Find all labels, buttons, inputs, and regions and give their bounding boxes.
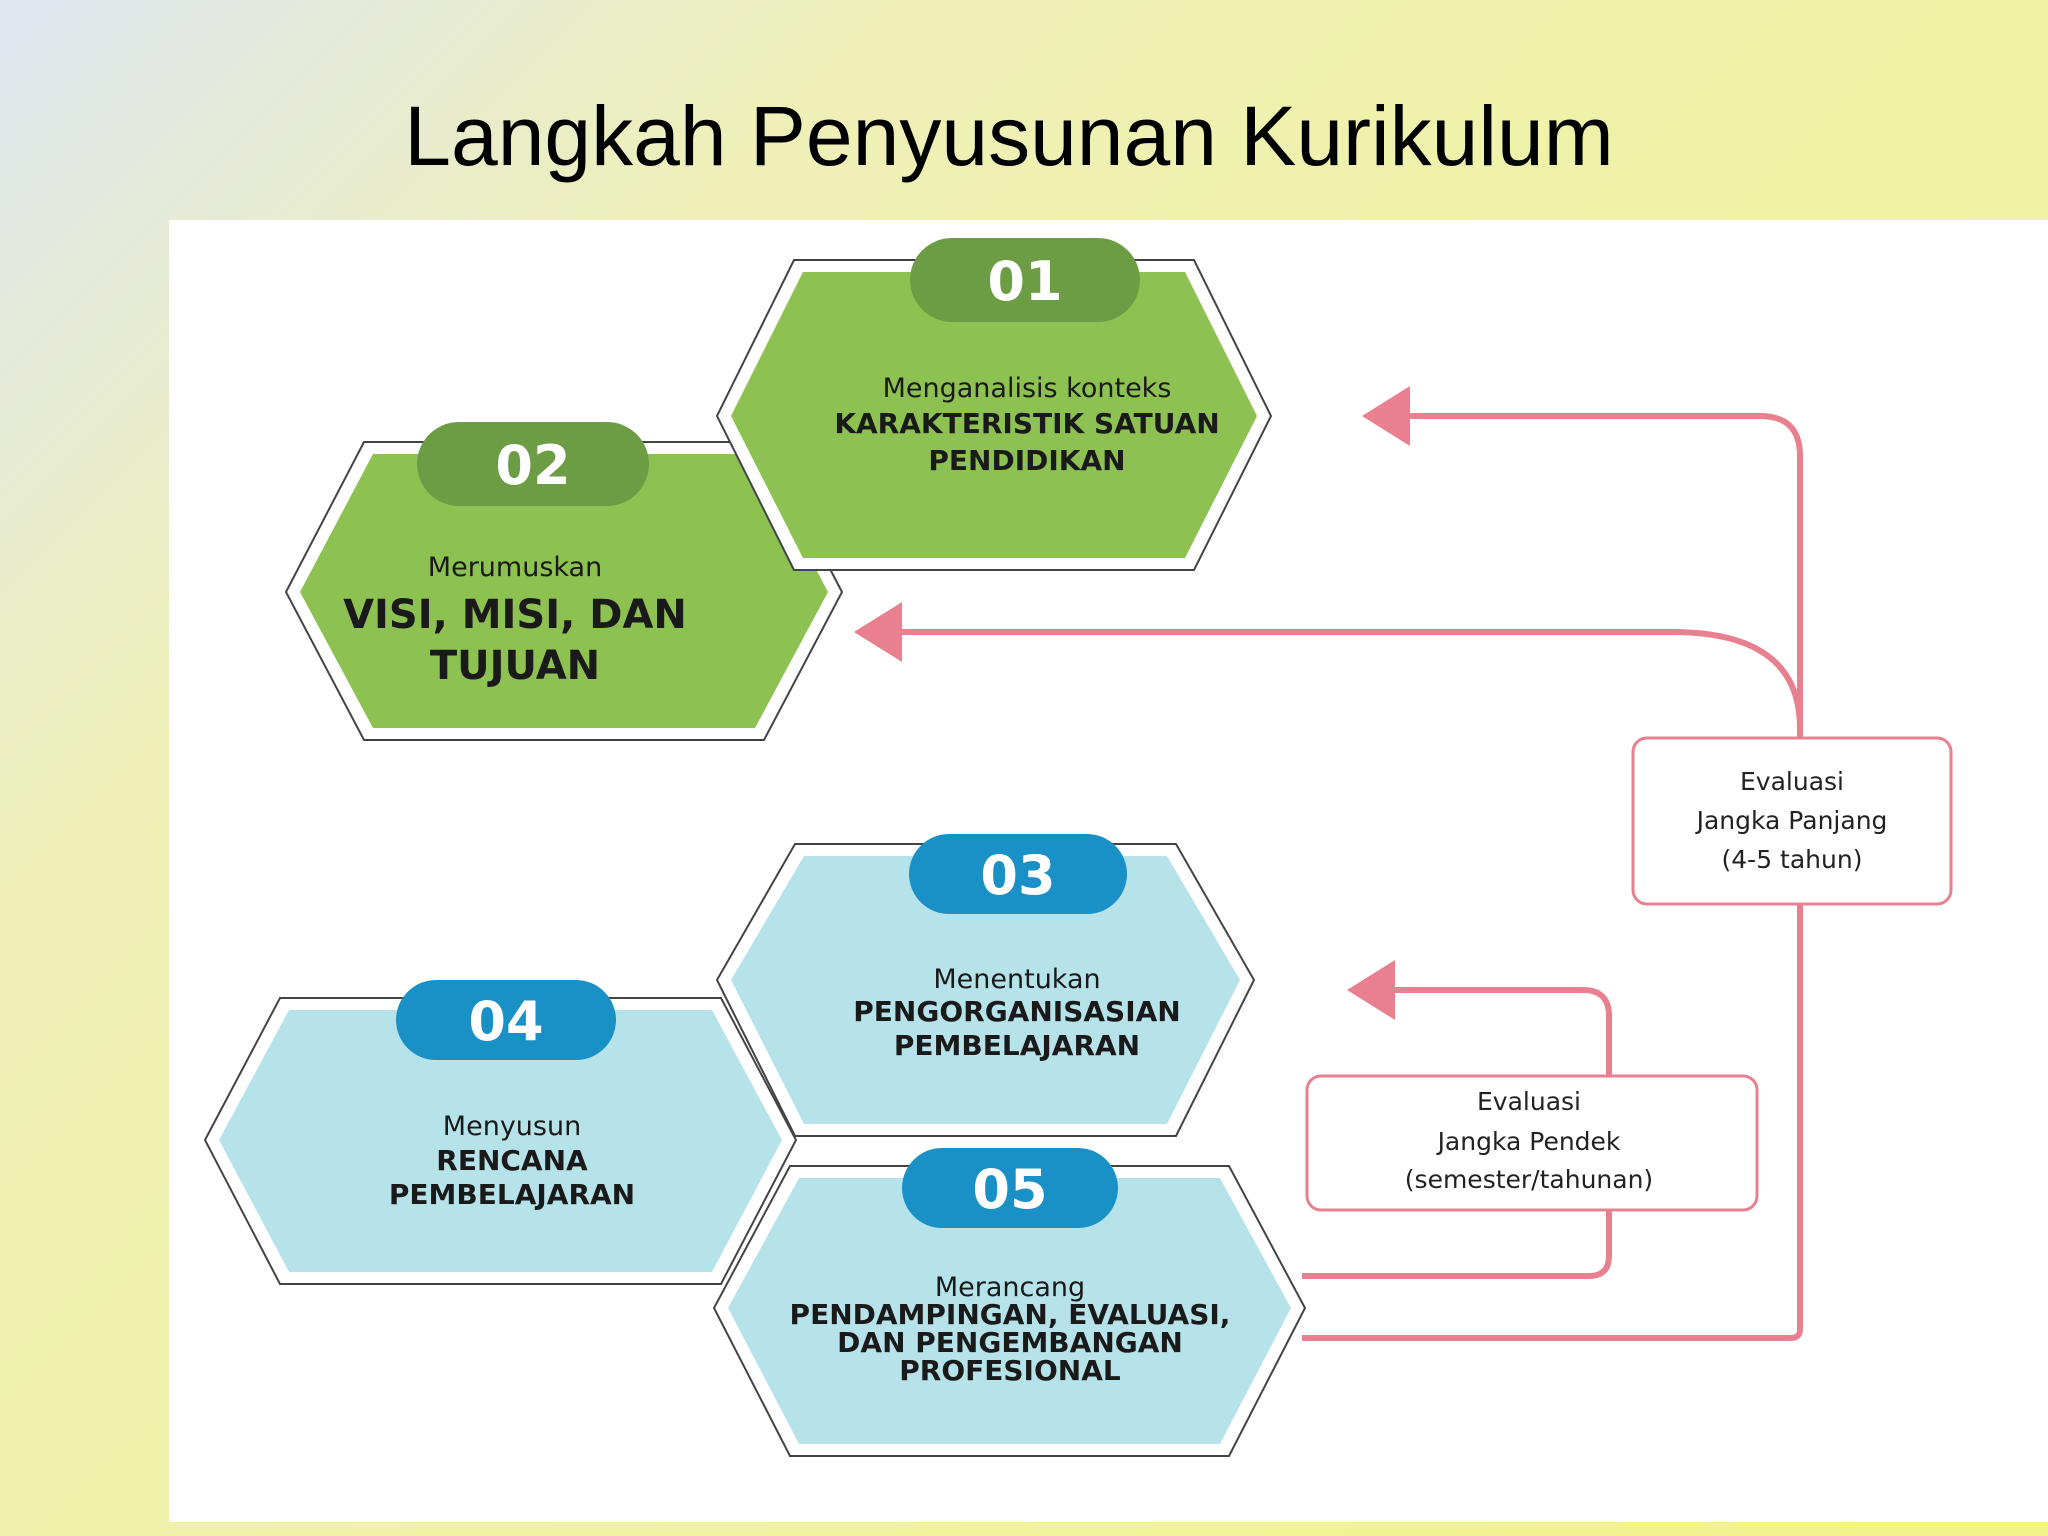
step-02-line1: Merumuskan bbox=[427, 552, 603, 583]
long-term-eval-line1: Evaluasi bbox=[1740, 767, 1844, 796]
step-03-hexagon bbox=[717, 834, 1254, 1136]
short-term-evaluation-box bbox=[1307, 1076, 1757, 1210]
curriculum-steps-diagram bbox=[169, 220, 2048, 1522]
short-term-eval-line2: Jangka Pendek bbox=[1437, 1127, 1621, 1156]
step-04-line3: PEMBELAJARAN bbox=[388, 1178, 636, 1211]
long-term-evaluation-box bbox=[1633, 738, 1951, 904]
step-05-hexagon bbox=[714, 1148, 1305, 1456]
step-02-number: 02 bbox=[495, 434, 571, 497]
step-05-line4: PROFESIONAL bbox=[899, 1354, 1121, 1387]
step-01-line3: PENDIDIKAN bbox=[928, 444, 1126, 477]
step-01-hexagon bbox=[717, 238, 1271, 570]
short-term-eval-line1: Evaluasi bbox=[1477, 1087, 1581, 1116]
step-05-number: 05 bbox=[972, 1158, 1048, 1221]
step-04-line2: RENCANA bbox=[436, 1144, 588, 1177]
step-03-line1: Menentukan bbox=[933, 964, 1101, 995]
step-05-line1: Merancang bbox=[934, 1272, 1086, 1303]
short-term-eval-line3: (semester/tahunan) bbox=[1404, 1165, 1654, 1194]
step-01-line1: Menganalisis konteks bbox=[882, 373, 1172, 404]
long-term-eval-line3: (4-5 tahun) bbox=[1721, 845, 1863, 874]
diagram-panel bbox=[169, 220, 2048, 1522]
step-04-hexagon bbox=[205, 980, 796, 1284]
step-03-line2: PENGORGANISASIAN bbox=[853, 995, 1181, 1028]
step-03-number: 03 bbox=[980, 844, 1056, 907]
step-05-line3: DAN PENGEMBANGAN bbox=[837, 1326, 1183, 1359]
step-04-number: 04 bbox=[468, 990, 544, 1053]
long-term-loop-branch bbox=[866, 632, 1800, 728]
step-05-line2: PENDAMPINGAN, EVALUASI, bbox=[789, 1298, 1231, 1331]
long-term-eval-line2: Jangka Panjang bbox=[1696, 806, 1888, 835]
step-01-line2: KARAKTERISTIK SATUAN bbox=[834, 407, 1220, 440]
step-02-line2: VISI, MISI, DAN bbox=[343, 592, 687, 638]
step-01-number: 01 bbox=[987, 250, 1063, 313]
step-03-line3: PEMBELAJARAN bbox=[893, 1029, 1141, 1062]
slide-title: Langkah Penyusunan Kurikulum bbox=[404, 89, 1614, 183]
step-02-line3: TUJUAN bbox=[429, 643, 601, 689]
step-04-line1: Menyusun bbox=[442, 1111, 582, 1142]
